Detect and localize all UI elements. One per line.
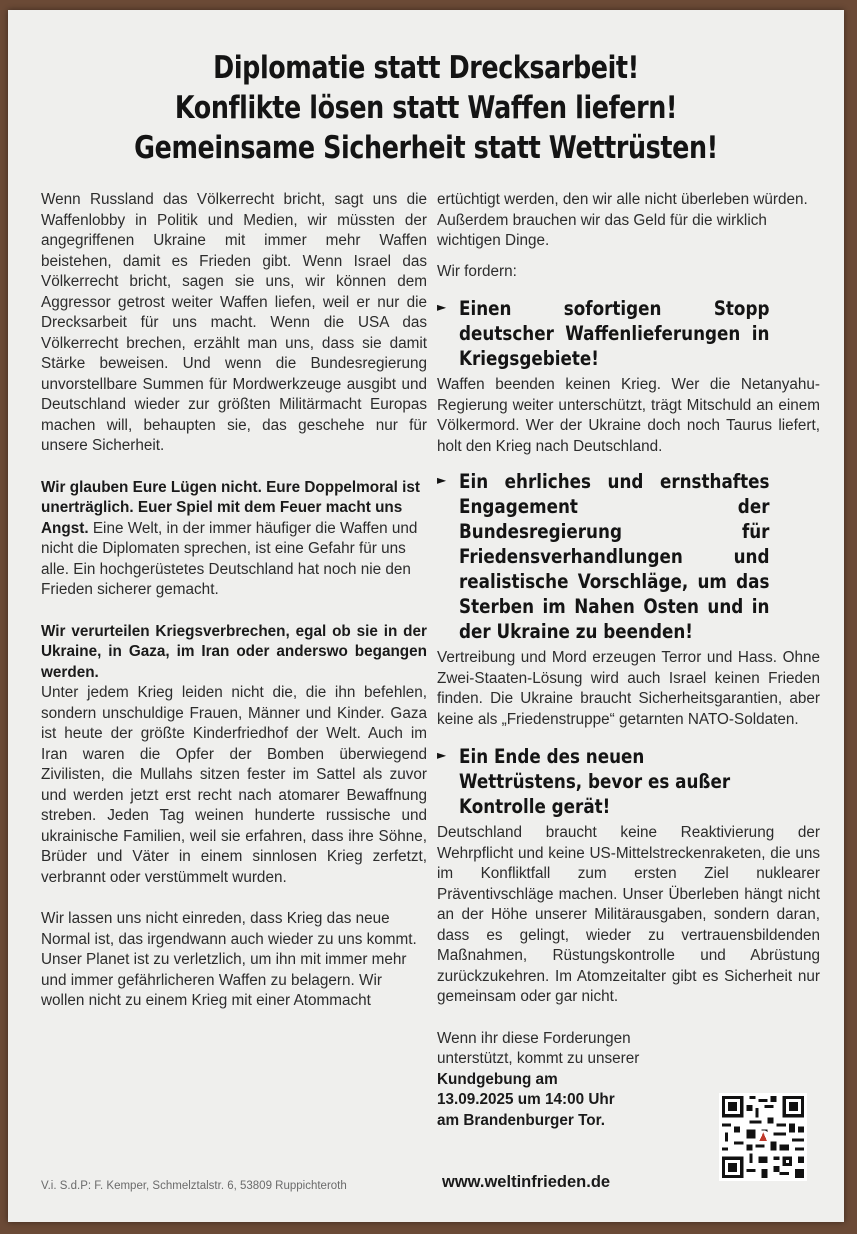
headline	[8, 48, 844, 168]
triangle-bullet-icon: ►	[437, 473, 447, 487]
demand-1-title: ► Einen sofortigen Stopp deutscher Waffenlieferungen in Kriegsgebiete!	[437, 297, 770, 370]
cta-date-time: 13.09.2025 um 14:00 Uhr	[437, 1091, 615, 1108]
paragraph-continuation: ertüchtigt werden, den wir alle nicht überleben würden. Außerdem brauchen wir das Geld für die wirklich wichtigen Dinge.	[437, 191, 808, 249]
headline-line-2: Konflikte lösen statt Waffen liefern!	[174, 90, 678, 126]
imprint: V.i. S.d.P: F. Kemper, Schmelztalstr. 6, 53809 Ruppichteroth	[41, 1180, 347, 1192]
flyer	[8, 10, 844, 1222]
triangle-bullet-icon: ►	[437, 300, 447, 314]
demand-3-title: ► Ein Ende des neuen Wettrüstens, bevor es außer Kontrolle gerät!	[437, 745, 731, 818]
cta-line-2: unterstützt, kommt zu unserer	[437, 1050, 640, 1067]
demand-3-text: Deutschland braucht keine Reaktivierung der Wehrpflicht und keine US-Mittelstreckenraketen, die uns im Konfliktfall zum ersten Ziel nuklearer Präventivschläge machen. Unser Überleben hängt nicht an der Höhe unserer Militärausgaben, sondern daran, dass es gelingt, wieder zu vertrauensbildenden Maßnahmen, Rüstungskontrolle und Abrüstung zurückzukehren. Im Atomzeitalter gibt es Sicherheit nur gemeinsam oder gar nicht.	[437, 824, 820, 1005]
qr-code-icon[interactable]	[719, 1093, 807, 1181]
paragraph-intro: Wenn Russland das Völkerrecht bricht, sagt uns die Waffenlobby in Politik und Medien, wir müssten der angegriffenen Ukraine mit immer mehr Waffen beistehen, damit es Frieden gibt. Wenn Israel das Völkerrecht bricht, sagen sie uns, wir können dem Aggressor getrost weiter Waffen liefen, weil er nur die Drecksarbeit für uns macht. Wenn die USA das Völkerrecht brechen, erzählt man uns, dass sie damit Stärke beweisen. Und wenn die Bundesregierung unvorstellbare Summen für Mordwerkzeuge ausgibt und Deutschland wieder zur größten Militärmacht Europas machen will, behaupten sie, das geschehe nur für unsere Sicherheit.	[41, 191, 427, 454]
cta-line-1: Wenn ihr diese Forderungen	[437, 1029, 631, 1047]
paragraph-lies-text: Eine Welt, in der immer häufiger die Waffen und nicht die Diplomaten sprechen, ist eine Gefahr für uns alle. Ein hochgerüstetes Deutschland hat noch nie den Frieden sicherer gemacht.	[41, 519, 418, 598]
right-column	[437, 190, 820, 1131]
headline-line-1: Diplomatie statt Drecksarbeit!	[213, 50, 639, 86]
paragraph-lies	[41, 478, 427, 601]
left-column	[41, 190, 427, 1012]
cta-location: am Brandenburger Tor.	[437, 1111, 606, 1129]
paragraph-war-crimes-text: Unter jedem Krieg leiden nicht die, die ihn befehlen, sondern unschuldige Frauen, Männer und Kinder. Gaza ist heute der größte Kinderfriedhof der Welt. Auch im Iran waren die Opfer der Bomben überwiegend Zivilisten, die Mullahs sitzen fester im Sattel als zuvor und werden jetzt erst recht nach atomarer Bewaffnung streben. Jeden Tag weinen hunderte russische und ukrainische Familien, weil sie erfahren, dass ihre Söhne, Brüder und Väter in einem sinnlosen Krieg zerfetzt, verbrannt oder verstümmelt wurden.	[41, 684, 427, 886]
triangle-bullet-icon: ►	[437, 748, 447, 762]
paragraph-war-crimes-bold: Wir verurteilen Kriegsverbrechen, egal ob sie in der Ukraine, in Gaza, im Iran oder anderswo begangen werden.	[41, 622, 427, 681]
demand-2-text: Vertreibung und Mord erzeugen Terror und Hass. Ohne Zwei-Staaten-Lösung wird auch Israel keinen Frieden finden. Die Ukraine braucht Sicherheitsgarantien, aber keine als „Friedenstruppe“ getarnten NATO-Soldaten.	[437, 649, 820, 728]
demand-1-text: Waffen beenden keinen Krieg. Wer die Netanyahu-Regierung weiter unterschützt, trägt Mitschuld an einem Völkermord. Wer der Ukraine doch noch Taurus liefert, holt den Krieg nach Deutschland.	[437, 376, 820, 455]
paragraph-lies-bold: Wir glauben Eure Lügen nicht. Eure Doppelmoral ist unerträglich. Euer Spiel mit dem Feuer macht uns Angst.	[41, 478, 420, 537]
paragraph-new-normal: Wir lassen uns nicht einreden, dass Krieg das neue Normal ist, das irgendwann auch wieder zu uns kommt. Unser Planet ist zu verletzlich, um ihn mit immer mehr und immer gefährlicheren Waffen zu belagern. Wir wollen nicht zu einem Krieg mit einer Atommacht	[41, 910, 417, 1009]
demand-2-title: ► Ein ehrliches und ernsthaftes Engagement der Bundesregierung für Friedensverhandlungen und realistische Vorschläge, um das Sterben im Nahen Osten und in der Ukraine zu beenden!	[437, 470, 770, 643]
headline-line-3: Gemeinsame Sicherheit statt Wettrüsten!	[134, 130, 718, 166]
cta-rally: Kundgebung am	[437, 1070, 558, 1088]
website-link[interactable]: www.weltinfrieden.de	[442, 1173, 611, 1191]
demands-intro: Wir fordern:	[437, 262, 517, 280]
